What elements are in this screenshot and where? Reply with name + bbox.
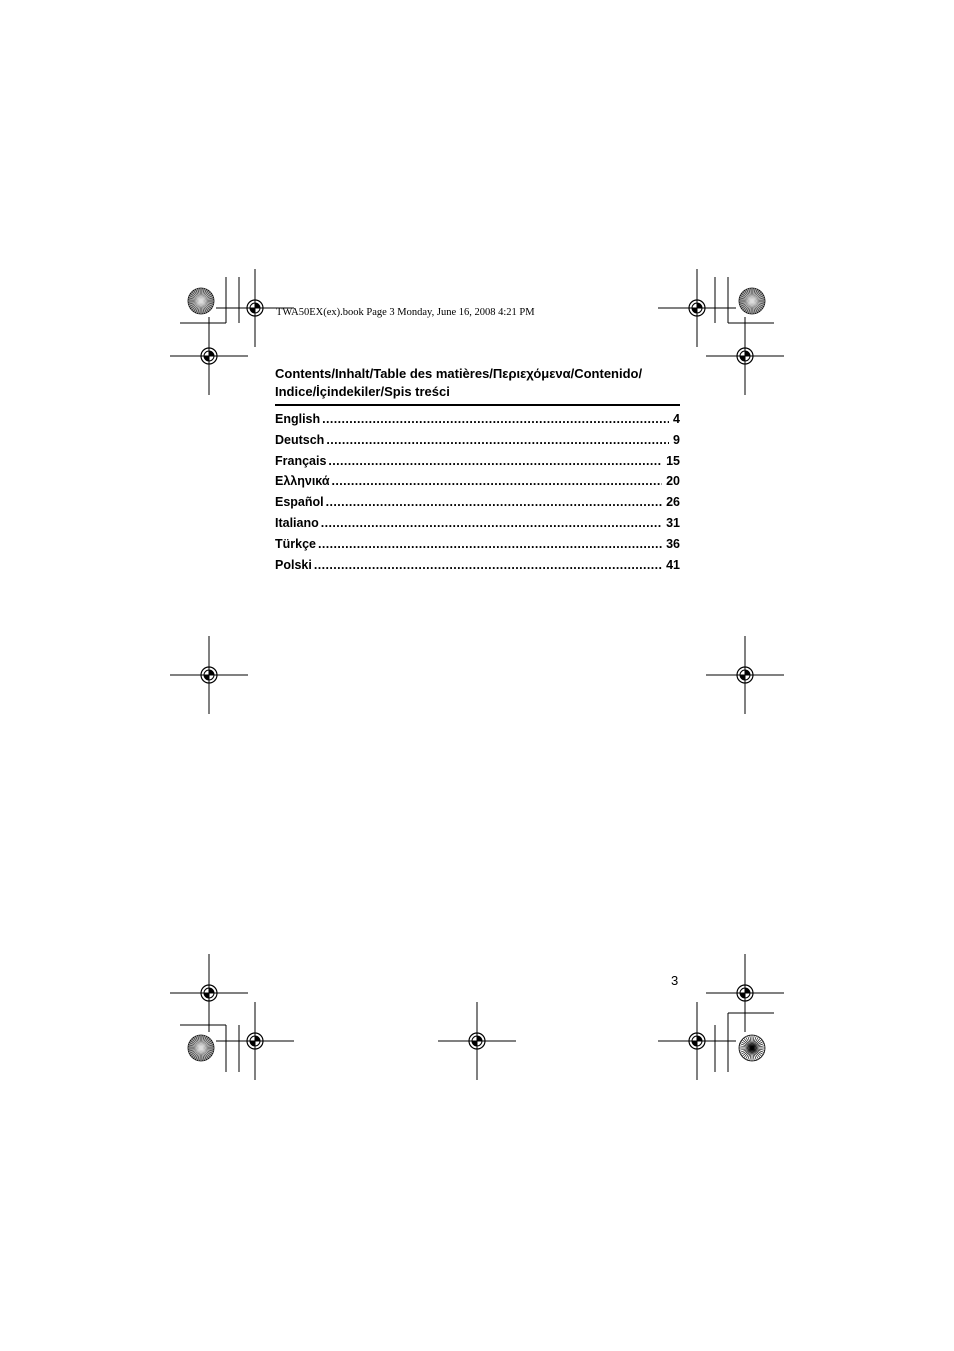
color-rosette-icon — [188, 288, 214, 314]
dot-leader — [326, 495, 662, 509]
dot-leader — [318, 537, 662, 551]
toc-entry-page: 15 — [666, 453, 680, 468]
color-rosette-icon — [739, 1035, 765, 1061]
registration-crosshair-icon — [706, 636, 784, 714]
dot-leader — [326, 433, 669, 447]
registration-crosshair-icon — [658, 269, 736, 347]
registration-crosshair-icon — [658, 1002, 736, 1080]
toc-entry-english[interactable] — [275, 412, 680, 433]
toc-entry-page: 41 — [666, 557, 680, 572]
toc-entry-page: 9 — [673, 432, 680, 447]
registration-crosshair-icon — [170, 954, 248, 1032]
page-title-line-2: Indice/İçindekiler/Spis treści — [275, 384, 450, 399]
color-rosette-icon — [739, 288, 765, 314]
toc-entry-label: Français — [275, 453, 327, 468]
toc-entry-page: 31 — [666, 515, 680, 530]
toc-entry-italiano[interactable] — [275, 516, 680, 537]
toc-entry-label: Polski — [275, 557, 312, 572]
registration-crosshair-icon — [170, 317, 248, 395]
registration-crosshair-icon — [438, 1002, 516, 1080]
registration-crosshair-icon — [170, 636, 248, 714]
table-of-contents — [275, 412, 680, 578]
dot-leader — [328, 454, 662, 468]
color-rosette-icon — [188, 1035, 214, 1061]
registration-crosshair-icon — [706, 954, 784, 1032]
page-title-line-1: Contents/Inhalt/Table des matières/Περιεχόμενα/Contenido/ — [275, 366, 643, 381]
toc-entry-page: 20 — [666, 474, 680, 489]
toc-entry-label: English — [275, 412, 321, 426]
toc-entry-label: Italiano — [275, 515, 319, 530]
registration-crosshair-icon — [216, 1002, 294, 1080]
toc-entry-label: Deutsch — [275, 432, 325, 447]
page-number: 3 — [671, 973, 679, 988]
toc-entry-turkce[interactable] — [275, 537, 680, 558]
toc-entry-espanol[interactable] — [275, 495, 680, 516]
toc-entry-label: Türkçe — [275, 536, 316, 551]
registration-crosshair-icon — [706, 317, 784, 395]
toc-entry-page: 36 — [666, 536, 680, 551]
toc-entry-deutsch[interactable] — [275, 433, 680, 454]
toc-entry-page: 26 — [666, 495, 680, 510]
dot-leader — [314, 558, 662, 572]
toc-entry-page: 4 — [673, 412, 680, 426]
title-divider — [275, 404, 680, 406]
dot-leader — [321, 516, 662, 530]
toc-entry-label: Ελληνικά — [275, 474, 330, 489]
toc-entry-francais[interactable] — [275, 454, 680, 475]
dot-leader — [322, 412, 669, 426]
toc-entry-polski[interactable] — [275, 558, 680, 579]
toc-entry-label: Español — [275, 495, 324, 510]
dot-leader — [332, 474, 663, 488]
toc-entry-greek[interactable] — [275, 474, 680, 495]
book-header: TWA50EX(ex).book Page 3 Monday, June 16, 2008 4:21 PM — [276, 307, 535, 318]
page-title — [275, 365, 680, 401]
